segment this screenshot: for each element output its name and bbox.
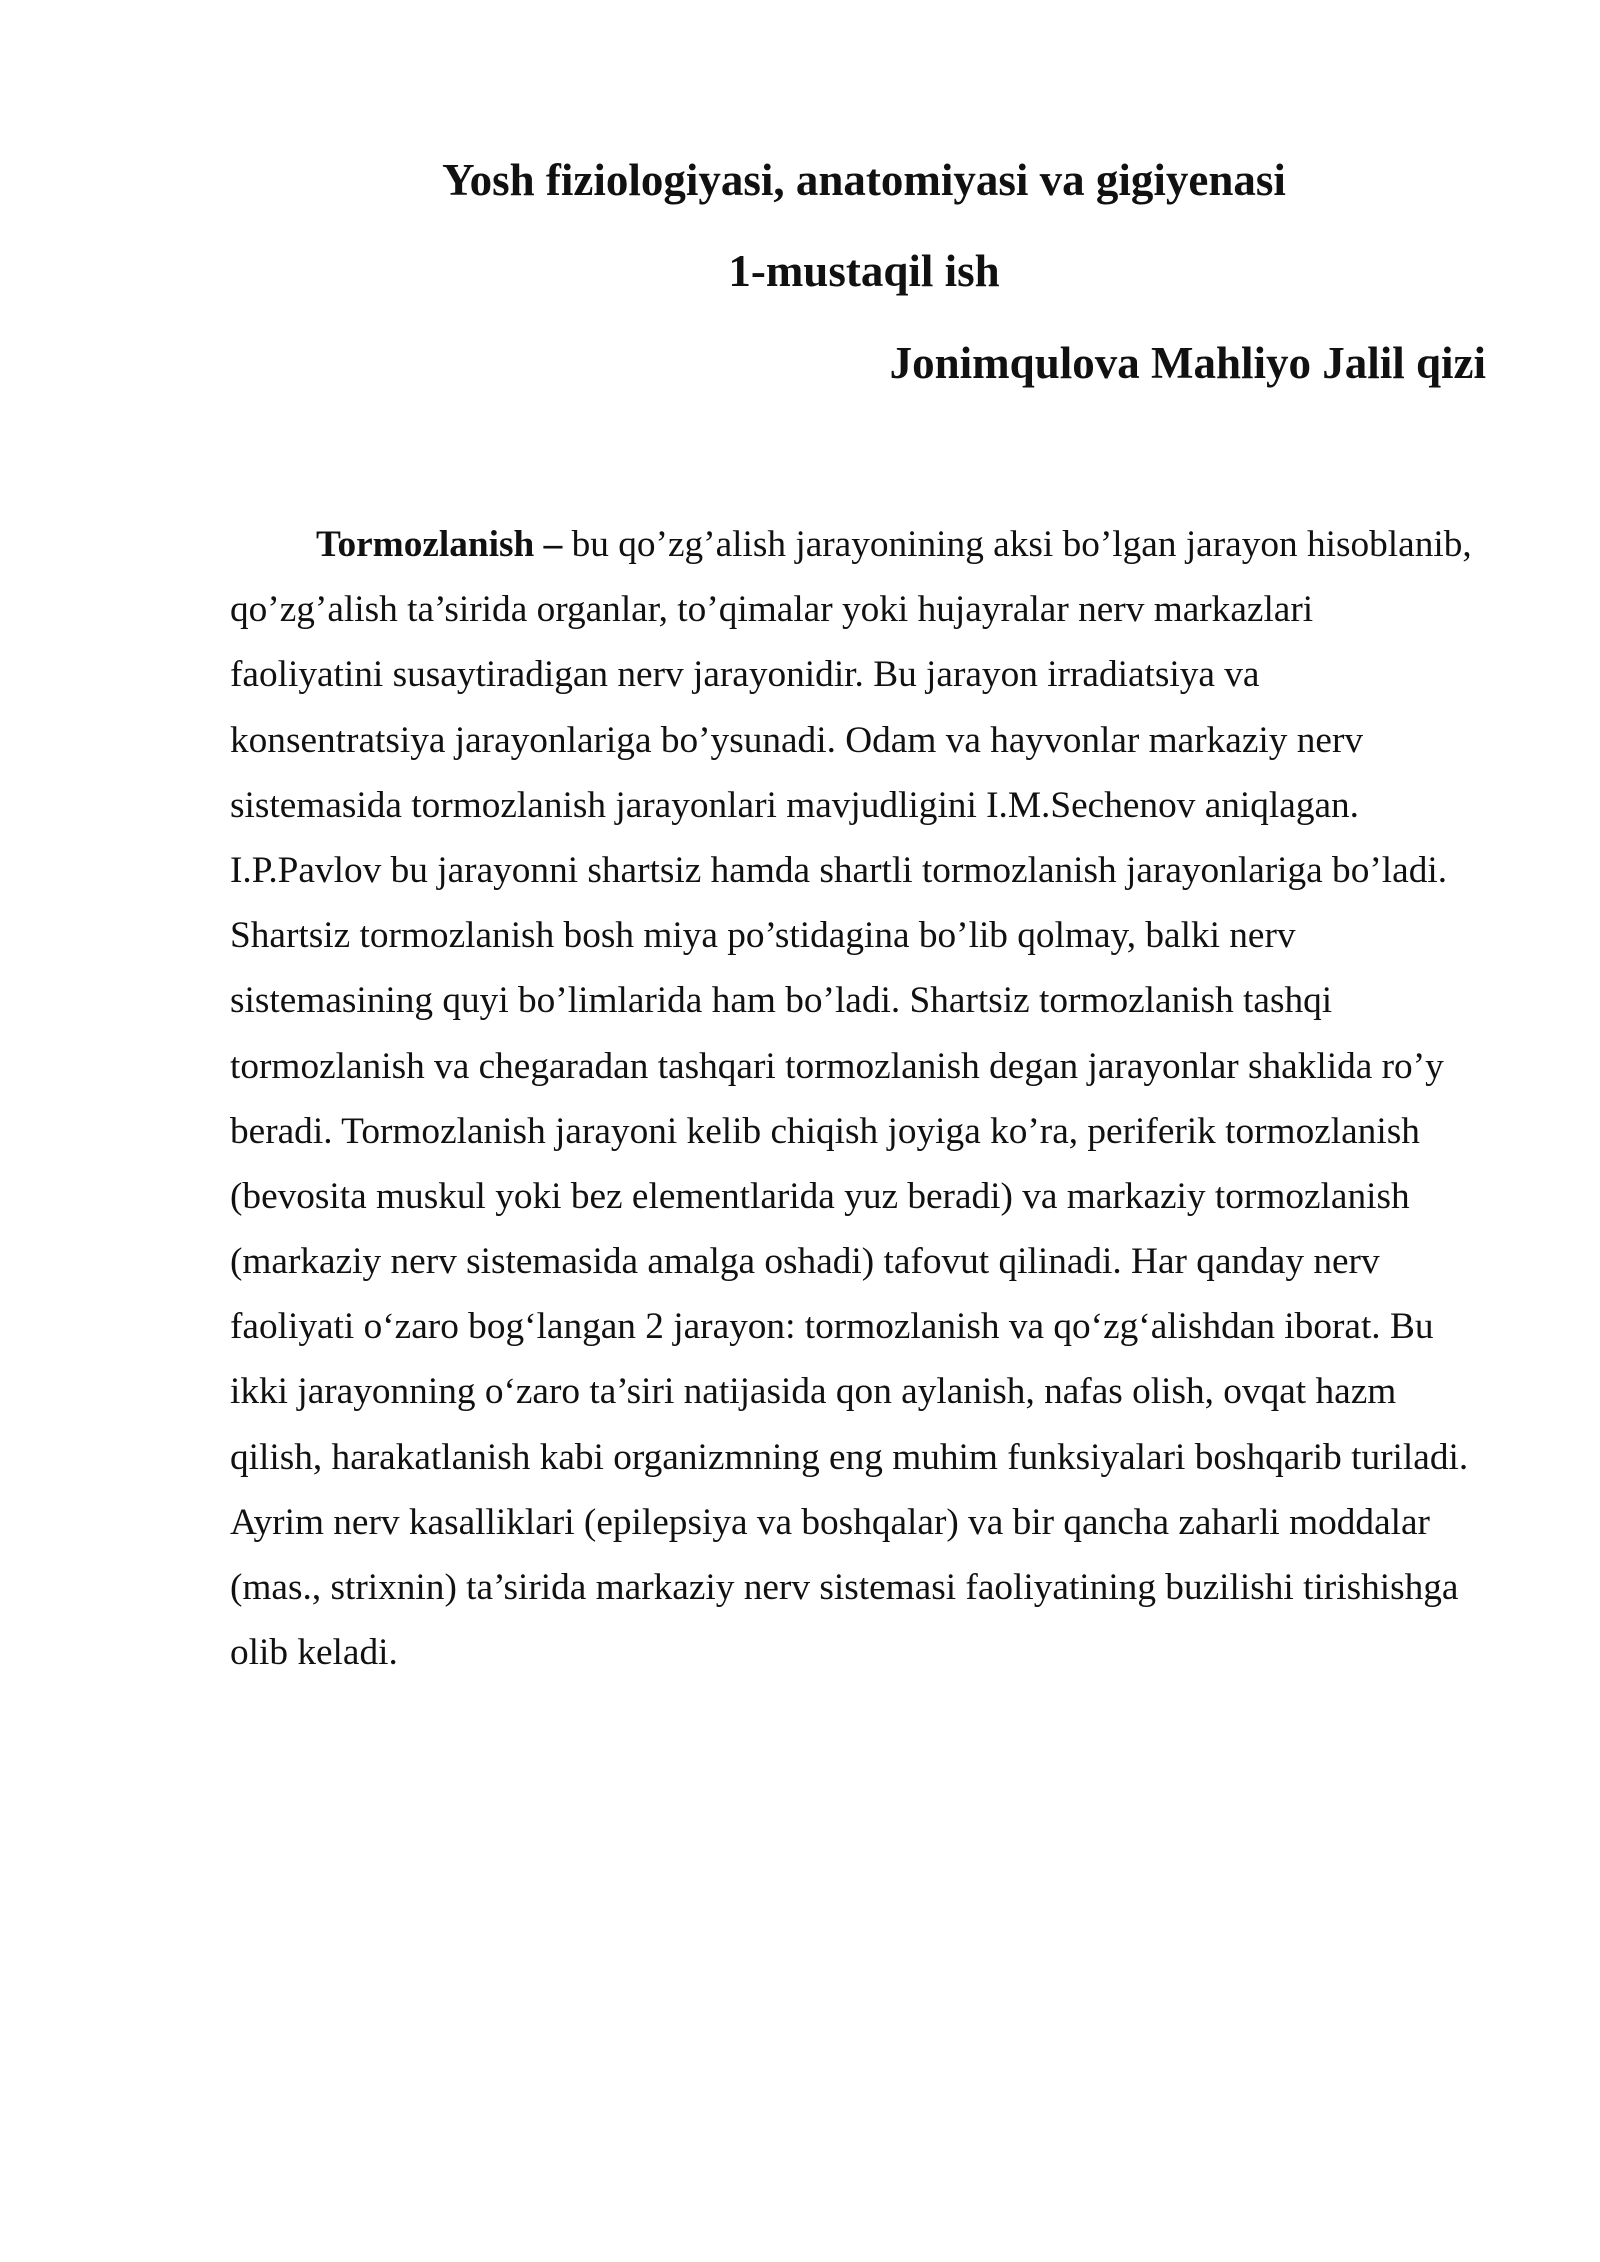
paragraph-line: I.P.Pavlov bu jarayonni shartsiz hamda shartli tormozlanish jarayonlariga bo’ladi.	[230, 849, 1448, 891]
paragraph-line: tormozlanish va chegaradan tashqari tormozlanish degan jarayonlar shaklida ro’y	[230, 1045, 1444, 1087]
paragraph-line: olib keladi.	[230, 1632, 398, 1674]
document-title: Yosh fiziologiyasi, anatomiyasi va gigiyenasi	[442, 155, 1286, 205]
paragraph-line: ikki jarayonning o‘zaro ta’siri natijasida qon aylanish, nafas olish, ovqat hazm	[230, 1371, 1397, 1413]
paragraph-line: beradi. Tormozlanish jarayoni kelib chiqish joyiga ko’ra, periferik tormozlanish	[230, 1110, 1420, 1152]
first-line-text: bu qo’zg’alish jarayonining aksi bo’lgan jarayon hisoblanib,	[562, 524, 1472, 565]
paragraph-line: qo’zg’alish ta’sirida organlar, to’qimalar yoki hujayralar nerv markazlari	[230, 589, 1314, 631]
paragraph-line: Ayrim nerv kasalliklari (epilepsiya va boshqalar) va bir qancha zaharli moddalar	[230, 1501, 1430, 1543]
paragraph-line: faoliyati o‘zaro bog‘langan 2 jarayon: tormozlanish va qo‘zg‘alishdan iborat. Bu	[230, 1306, 1434, 1348]
paragraph-line: sistemasida tormozlanish jarayonlari mavjudligini I.M.Sechenov aniqlagan.	[230, 784, 1359, 826]
paragraph-line: faoliyatini susaytiradigan nerv jarayonidir. Bu jarayon irradiatsiya va	[230, 654, 1260, 696]
paragraph-line: Shartsiz tormozlanish bosh miya po’stidagina bo’lib qolmay, balki nerv	[230, 915, 1296, 957]
paragraph-line: qilish, harakatlanish kabi organizmning eng muhim funksiyalari boshqarib turiladi.	[230, 1436, 1469, 1478]
document-subtitle: 1-mustaqil ish	[728, 246, 1000, 296]
lead-term: Tormozlanish –	[316, 524, 563, 565]
paragraph-line: (mas., strixnin) ta’sirida markaziy nerv sistemasi faoliyatining buzilishi tirishishga	[230, 1567, 1459, 1608]
body-paragraph	[230, 512, 1497, 1685]
paragraph-line: sistemasining quyi bo’limlarida ham bo’ladi. Shartsiz tormozlanish tashqi	[230, 980, 1333, 1022]
paragraph-line: (bevosita muskul yoki bez elementlarida yuz beradi) va markaziy tormozlanish	[230, 1175, 1410, 1217]
paragraph-line	[230, 512, 1497, 577]
paragraph-line: (markaziy nerv sistemasida amalga oshadi) tafovut qilinadi. Har qanday nerv	[230, 1241, 1380, 1283]
paragraph-line: konsentratsiya jarayonlariga bo’ysunadi. Odam va hayvonlar markaziy nerv	[230, 719, 1364, 761]
author-name: Jonimqulova Mahliyo Jalil qizi	[889, 338, 1486, 388]
